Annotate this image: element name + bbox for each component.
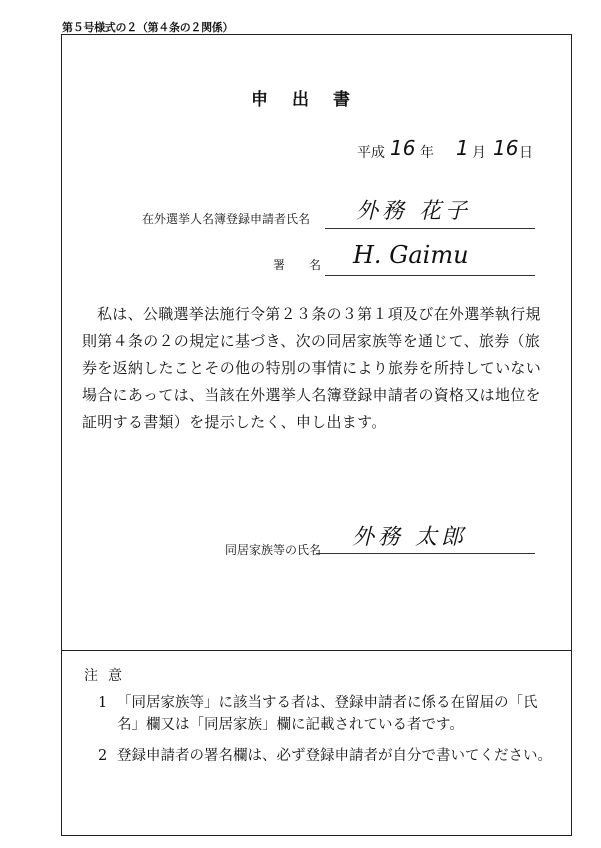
applicant-name-label: 在外選挙人名簿登録申請者氏名 — [142, 212, 311, 226]
notes-frame — [61, 650, 572, 836]
signature-label: 署 名 — [273, 258, 322, 272]
note-number: 2 — [98, 748, 108, 764]
family-name-label: 同居家族等の氏名 — [225, 543, 322, 557]
date-year-value[interactable]: 16 — [390, 136, 416, 160]
signature-field[interactable]: H. Gaimu — [353, 241, 469, 269]
family-name-field[interactable]: 外務 太郎 — [352, 525, 467, 550]
date-month-value[interactable]: 1 — [456, 136, 469, 160]
note-item-2 — [98, 745, 558, 767]
page-title: 申出書 — [251, 90, 374, 110]
date-year-unit: 年 — [420, 145, 434, 161]
declaration-text — [82, 301, 542, 436]
applicant-name-field[interactable]: 外務 花子 — [356, 199, 471, 224]
note-number: 1 — [98, 695, 108, 711]
signature-underline — [325, 275, 535, 276]
family-name-underline — [316, 553, 535, 554]
date-era: 平成 — [357, 145, 385, 161]
notes-title: 注意 — [84, 668, 132, 684]
date-day-value[interactable]: 16 — [493, 136, 519, 160]
note-text: 「同居家族等」に該当する者は、登録申請者に係る在留届の「氏名」欄又は「同居家族」欄に記載されている者です。 — [117, 695, 538, 733]
date-day-unit: 日 — [519, 145, 533, 161]
declaration-paragraph: 私は、公職選挙法施行令第２３条の３第１項及び在外選挙執行規則第４条の２の規定に基づき、次の同居家族等を通じて、旅券（旅券を返納したことその他の特別の事情により旅券を所持していない場合にあっては、当該在外選挙人名簿登録申請者の資格又は地位を証明する書類）を提示したく、申し出ます。 — [82, 305, 542, 431]
note-text: 登録申請者の署名欄は、必ず登録申請者が自分で書いてください。 — [117, 748, 552, 764]
note-item-1 — [98, 692, 558, 736]
form-number-label: 第５号様式の２（第４条の２関係） — [62, 21, 234, 34]
date-month-unit: 月 — [472, 145, 486, 161]
applicant-name-underline — [325, 228, 535, 229]
